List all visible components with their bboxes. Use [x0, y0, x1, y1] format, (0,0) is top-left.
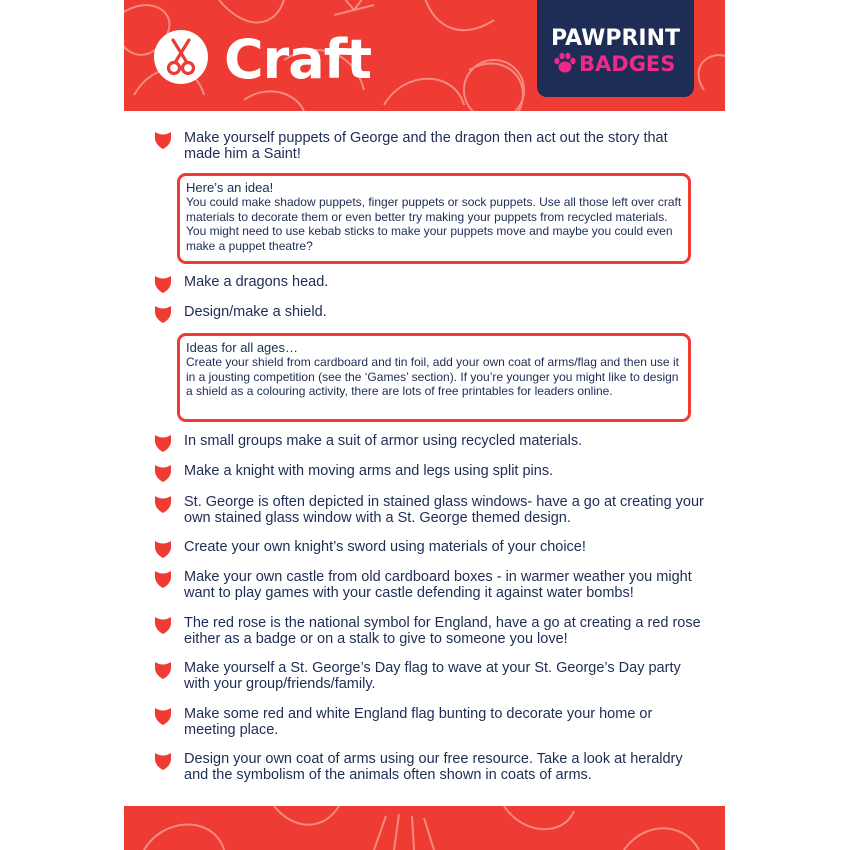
page-title: Craft [224, 28, 372, 91]
idea-box-title: Ideas for all ages… [186, 340, 299, 355]
item-text: Make a dragons head. [184, 274, 329, 290]
item-text: Make your own castle from old cardboard boxes - in warmer weather you might want to play games with your castle defending it against water bombs! [184, 569, 692, 601]
idea-box-body: Create your shield from cardboard and tin foil, add your own coat of arms/flag and then use it in a jousting competition (see the ‘Games’ section). If you’re younger you might like to design a shield as a colouring activity, there are lots of free printables for leaders online. [186, 355, 679, 398]
item-text: Design/make a shield. [184, 304, 327, 320]
item-text: The red rose is the national symbol for England, have a go at creating a red rose either as a badge or on a stalk to give to someone you love! [184, 615, 701, 647]
shield-bullet-icon [154, 707, 172, 725]
header-banner [124, 0, 725, 111]
logo-text-top: PAWPRINT [550, 26, 681, 51]
activity-sheet [124, 0, 725, 850]
shield-bullet-icon [154, 616, 172, 634]
shield-bullet-icon [154, 495, 172, 513]
item-text: Make yourself puppets of George and the dragon then act out the story that made him a Saint! [184, 130, 668, 162]
item-text: Make some red and white England flag bunting to decorate your home or meeting place. [184, 706, 653, 738]
item-text: St. George is often depicted in stained glass windows- have a go at creating your own stained glass window with a St. George themed design. [184, 494, 704, 526]
scissors-icon [164, 37, 198, 77]
craft-icon-badge [154, 30, 208, 84]
shield-bullet-icon [154, 570, 172, 588]
shield-bullet-icon [154, 275, 172, 293]
pawprint-badges-logo [537, 0, 694, 97]
shield-bullet-icon [154, 131, 172, 149]
item-text: Create your own knight’s sword using materials of your choice! [184, 539, 586, 555]
shield-bullet-icon [154, 434, 172, 452]
item-text: Make yourself a St. George’s Day flag to wave at your St. George’s Day party with your group/friends/family. [184, 660, 681, 692]
idea-box [177, 173, 691, 264]
shield-bullet-icon [154, 464, 172, 482]
item-text: Design your own coat of arms using our free resource. Take a look at heraldry and the symbolism of the animals often shown in coats of arms. [184, 751, 683, 783]
floral-footer-pattern [124, 806, 725, 850]
shield-bullet-icon [154, 305, 172, 323]
shield-bullet-icon [154, 752, 172, 770]
idea-box [177, 333, 691, 422]
idea-box-title: Here’s an idea! [186, 180, 274, 195]
logo-text-bottom: BADGES [579, 52, 676, 76]
paw-icon [553, 52, 577, 74]
shield-bullet-icon [154, 540, 172, 558]
idea-box-body: You could make shadow puppets, finger puppets or sock puppets. Use all those left over craft materials to decorate them or even better try making your puppets from recycled materials. You might need to use kebab sticks to make your puppets move and maybe you could even make a puppet theatre? [186, 195, 682, 253]
item-text: Make a knight with moving arms and legs using split pins. [184, 463, 554, 479]
item-text: In small groups make a suit of armor using recycled materials. [184, 433, 583, 449]
shield-bullet-icon [154, 661, 172, 679]
footer-banner [124, 806, 725, 850]
